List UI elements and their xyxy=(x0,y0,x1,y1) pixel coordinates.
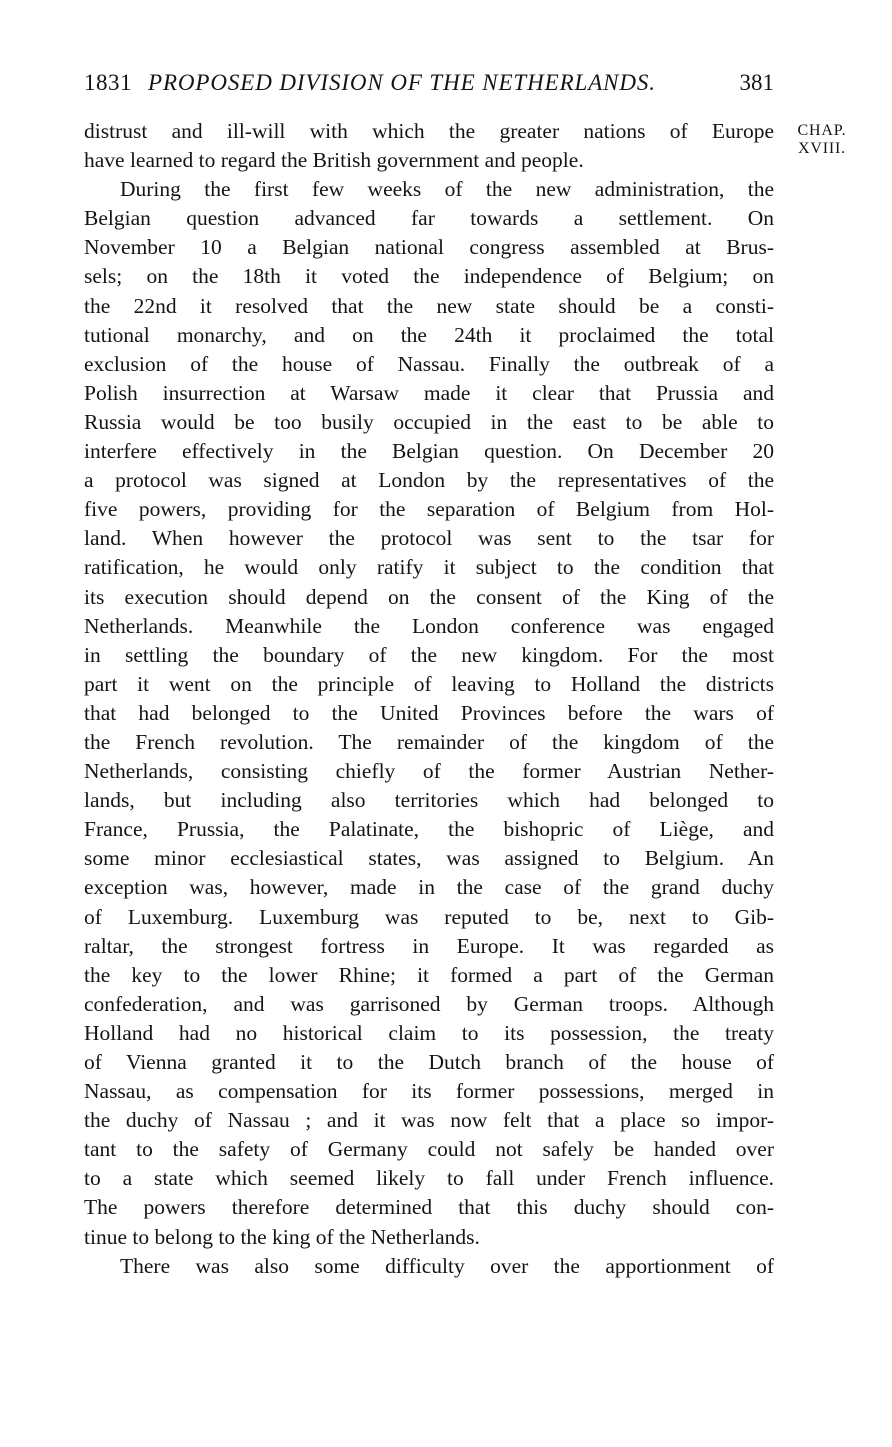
text-line: raltar, the strongest fortress in Europe. It was regarded as xyxy=(84,933,774,958)
text-line: Nassau, as compensation for its former possessions, merged in xyxy=(84,1079,774,1104)
body-text xyxy=(84,117,774,1281)
text-line: tutional monarchy, and on the 24th it proclaimed the total xyxy=(84,322,774,347)
text-line: the key to the lower Rhine; it formed a part of the German xyxy=(84,962,774,987)
text-line: ratification, he would only ratify it subject to the condition that xyxy=(84,555,774,580)
chapter-label: CHAP. xyxy=(797,122,847,139)
text-line: five powers, providing for the separation of Belgium from Hol- xyxy=(84,497,774,522)
text-line: sels; on the 18th it voted the independence of Belgium; on xyxy=(84,264,774,289)
text-line: There was also some difficulty over the apportionment of xyxy=(120,1253,774,1278)
chapter-number: XVIII. xyxy=(798,140,846,157)
text-line: its execution should depend on the consent of the King of the xyxy=(84,584,774,609)
running-head xyxy=(84,66,774,100)
text-line: November 10 a Belgian national congress assembled at Brus- xyxy=(84,235,774,260)
text-line: Netherlands. Meanwhile the London conference was engaged xyxy=(84,613,774,638)
running-head-year: 1831 xyxy=(84,70,132,95)
text-line: the French revolution. The remainder of the kingdom of the xyxy=(84,729,774,754)
text-line: of Vienna granted it to the Dutch branch of the house of xyxy=(84,1050,774,1074)
text-line: Belgian question advanced far towards a settlement. On xyxy=(84,206,774,231)
text-line: part it went on the principle of leaving to Holland the districts xyxy=(84,671,774,696)
text-line: tant to the safety of Germany could not safely be handed over xyxy=(84,1137,774,1162)
text-line: exclusion of the house of Nassau. Finally the outbreak of a xyxy=(84,351,774,376)
text-line: tinue to belong to the king of the Netherlands. xyxy=(84,1224,480,1249)
text-line: Netherlands, consisting chiefly of the former Austrian Nether- xyxy=(84,759,774,784)
text-line: land. When however the protocol was sent to the tsar for xyxy=(84,526,774,551)
text-line: lands, but including also territories which had belonged to xyxy=(84,788,774,813)
text-line: Russia would be too busily occupied in the east to be able to xyxy=(84,409,774,434)
text-line: some minor ecclesiastical states, was assigned to Belgium. An xyxy=(84,846,774,871)
text-line: Holland had no historical claim to its possession, the treaty xyxy=(84,1020,774,1045)
text-line: the duchy of Nassau ; and it was now felt that a place so impor- xyxy=(84,1108,774,1133)
text-line: confederation, and was garrisoned by German troops. Although xyxy=(84,991,774,1016)
text-line: in settling the boundary of the new kingdom. For the most xyxy=(84,642,774,667)
running-head-title: PROPOSED DIVISION OF THE NETHERLANDS. xyxy=(148,70,656,95)
text-line: distrust and ill-will with which the greater nations of Europe xyxy=(84,119,774,143)
text-line: exception was, however, made in the case of the grand duchy xyxy=(84,875,774,900)
text-line: a protocol was signed at London by the representatives of the xyxy=(84,468,774,493)
chapter-side-note xyxy=(784,122,860,158)
text-line: have learned to regard the British government and people. xyxy=(84,148,584,173)
text-line: France, Prussia, the Palatinate, the bishopric of Liège, and xyxy=(84,817,774,842)
page-number: 381 xyxy=(739,70,774,95)
text-line: During the first few weeks of the new administration, the xyxy=(120,177,774,202)
text-line: of Luxemburg. Luxemburg was reputed to be, next to Gib- xyxy=(84,904,774,929)
text-line: that had belonged to the United Provinces before the wars of xyxy=(84,700,774,725)
text-line: to a state which seemed likely to fall under French influence. xyxy=(84,1166,774,1191)
text-line: The powers therefore determined that this duchy should con- xyxy=(84,1195,774,1220)
text-line: the 22nd it resolved that the new state should be a consti- xyxy=(84,293,774,318)
text-line: Polish insurrection at Warsaw made it clear that Prussia and xyxy=(84,380,774,405)
text-line: interfere effectively in the Belgian question. On December 20 xyxy=(84,439,774,464)
